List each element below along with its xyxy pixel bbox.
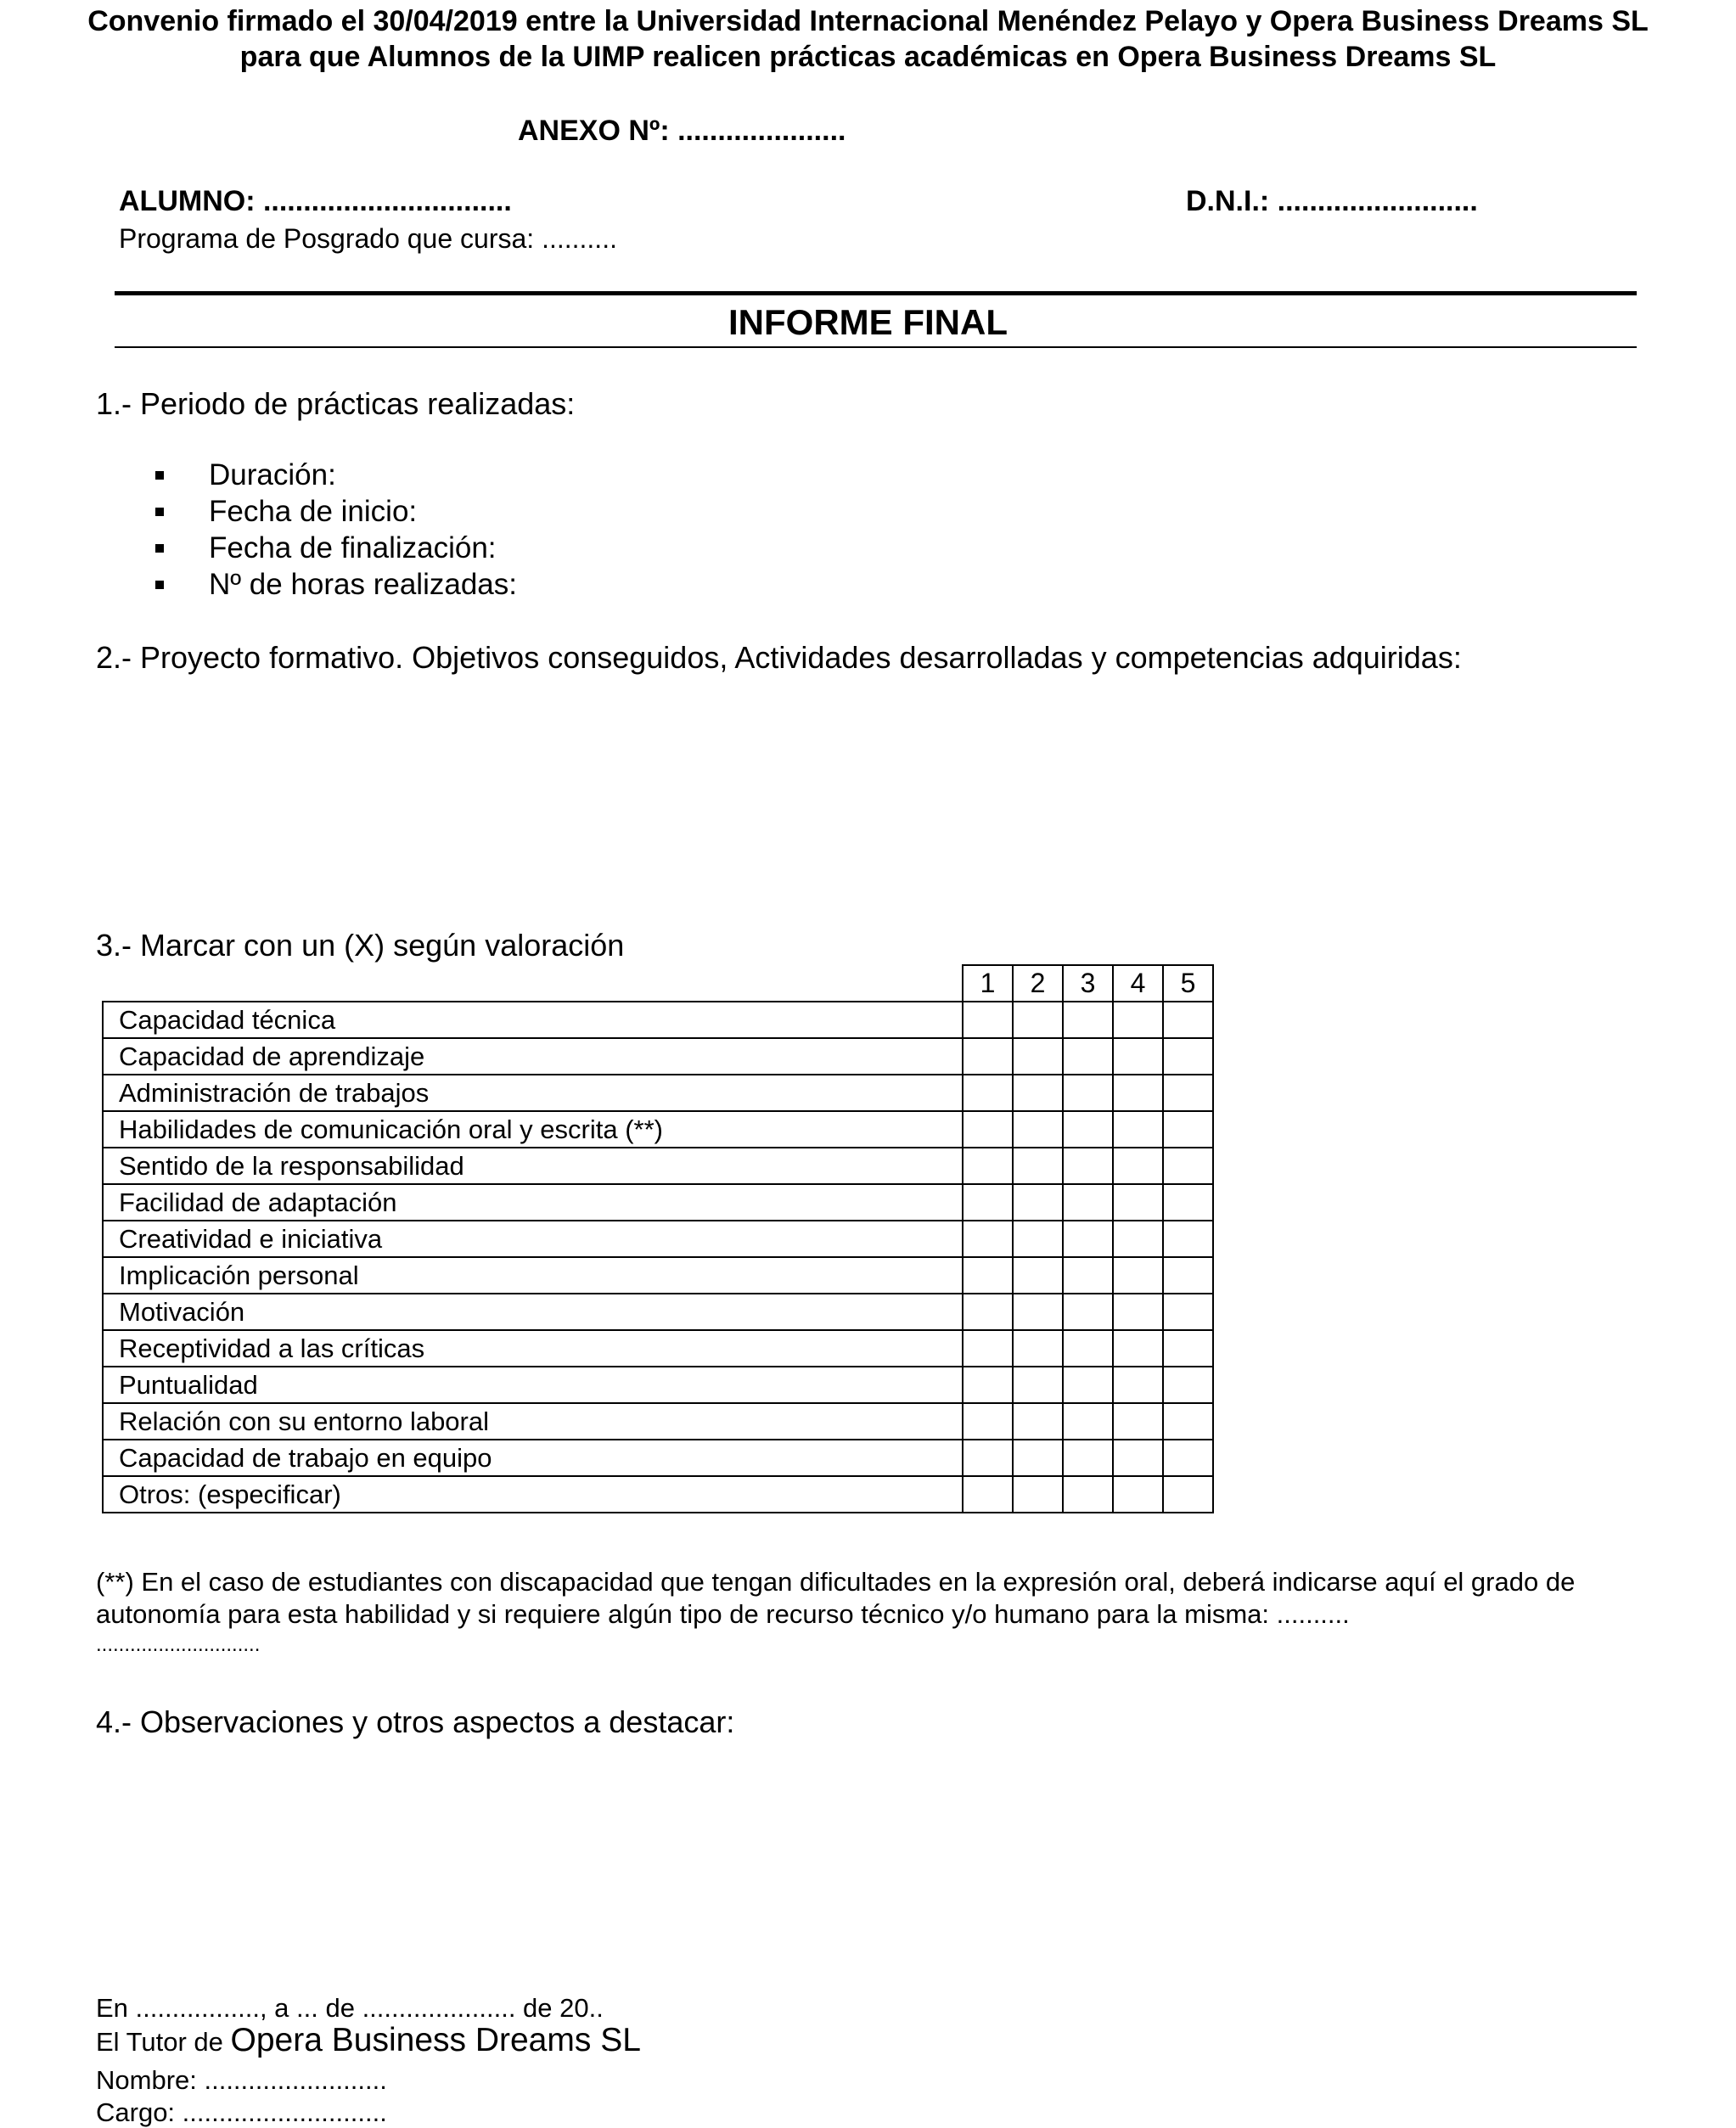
rating-cell[interactable] <box>963 1002 1013 1038</box>
criterion-label: Capacidad de aprendizaje <box>103 1038 963 1075</box>
rating-cell[interactable] <box>1113 1403 1163 1440</box>
anexo-number-field: ANEXO Nº: ..................... <box>518 115 846 147</box>
rating-cell[interactable] <box>1063 1148 1113 1184</box>
scale-header: 1 <box>963 965 1013 1002</box>
place-date-line: En ................., a ... de ..................... de 20.. <box>96 1993 604 2023</box>
rating-cell[interactable] <box>1063 1440 1113 1476</box>
note-line: autonomía para esta habilidad y si requiere algún tipo de recurso técnico y/o humano para la misma: .......... <box>96 1599 1350 1629</box>
table-row <box>103 1476 1213 1513</box>
rating-cell[interactable] <box>1113 1440 1163 1476</box>
table-row <box>103 1148 1213 1184</box>
criterion-label: Capacidad técnica <box>103 1002 963 1038</box>
criterion-label: Receptividad a las críticas <box>103 1330 963 1367</box>
section3-heading: 3.- Marcar con un (X) según valoración <box>96 928 625 963</box>
rating-cell[interactable] <box>1063 1184 1113 1221</box>
tutor-line <box>96 2022 641 2059</box>
criterion-label: Capacidad de trabajo en equipo <box>103 1440 963 1476</box>
scale-header: 4 <box>1113 965 1163 1002</box>
rating-cell[interactable] <box>963 1403 1013 1440</box>
criterion-label: Puntualidad <box>103 1367 963 1403</box>
rating-cell[interactable] <box>1163 1476 1213 1513</box>
table-row <box>103 1257 1213 1294</box>
rating-cell[interactable] <box>1063 1111 1113 1148</box>
rating-cell[interactable] <box>1063 1002 1113 1038</box>
rating-cell[interactable] <box>1163 1440 1213 1476</box>
rating-cell[interactable] <box>1063 1403 1113 1440</box>
rating-cell[interactable] <box>963 1075 1013 1111</box>
criterion-label: Implicación personal <box>103 1257 963 1294</box>
internship-period-list <box>155 457 517 603</box>
rating-cell[interactable] <box>1163 1330 1213 1367</box>
table-row <box>103 1184 1213 1221</box>
scale-header: 2 <box>1013 965 1063 1002</box>
rating-cell[interactable] <box>1163 1002 1213 1038</box>
table-row <box>103 1440 1213 1476</box>
rating-cell[interactable] <box>1063 1294 1113 1330</box>
rating-cell[interactable] <box>1063 1257 1113 1294</box>
rating-cell[interactable] <box>1113 1038 1163 1075</box>
evaluation-table <box>102 964 1214 1513</box>
header-agreement-line2: para que Alumnos de la UIMP realicen prácticas académicas en Opera Business Dreams SL <box>239 41 1497 73</box>
rating-cell[interactable] <box>1013 1257 1063 1294</box>
criterion-label: Creatividad e iniciativa <box>103 1221 963 1257</box>
criterion-label: Administración de trabajos <box>103 1075 963 1111</box>
rating-cell[interactable] <box>1113 1148 1163 1184</box>
rating-cell[interactable] <box>1163 1038 1213 1075</box>
rating-cell[interactable] <box>1013 1367 1063 1403</box>
rating-cell[interactable] <box>1013 1221 1063 1257</box>
note-line: (**) En el caso de estudiantes con discapacidad que tengan dificultades en la expresión oral, deberá indicarse aquí el grado de <box>96 1567 1576 1597</box>
postgraduate-program-field: Programa de Posgrado que cursa: .......... <box>119 223 617 254</box>
rating-cell[interactable] <box>963 1330 1013 1367</box>
rating-cell[interactable] <box>1163 1294 1213 1330</box>
criterion-label: Facilidad de adaptación <box>103 1184 963 1221</box>
rating-cell[interactable] <box>1163 1111 1213 1148</box>
tutor-position-field: Cargo: ............................ <box>96 2097 387 2127</box>
rating-cell[interactable] <box>1113 1367 1163 1403</box>
rating-cell[interactable] <box>1113 1075 1163 1111</box>
rating-cell[interactable] <box>1063 1221 1113 1257</box>
rating-cell[interactable] <box>1013 1330 1063 1367</box>
criterion-label: Sentido de la responsabilidad <box>103 1148 963 1184</box>
rating-cell[interactable] <box>1063 1330 1113 1367</box>
rating-cell[interactable] <box>1113 1476 1163 1513</box>
rating-cell[interactable] <box>963 1148 1013 1184</box>
note-line: ............................. <box>96 1633 261 1656</box>
scale-header: 3 <box>1063 965 1113 1002</box>
rating-cell[interactable] <box>963 1367 1013 1403</box>
page-title: INFORME FINAL <box>728 302 1008 342</box>
list-item: Fecha de inicio: <box>155 493 517 530</box>
rating-cell[interactable] <box>1163 1184 1213 1221</box>
rating-cell[interactable] <box>1013 1403 1063 1440</box>
rating-cell[interactable] <box>1063 1367 1113 1403</box>
rating-cell[interactable] <box>1113 1221 1163 1257</box>
rating-cell[interactable] <box>1163 1075 1213 1111</box>
list-item: Nº de horas realizadas: <box>155 566 517 603</box>
scale-header: 5 <box>1163 965 1213 1002</box>
section1-heading: 1.- Periodo de prácticas realizadas: <box>96 386 576 421</box>
table-row <box>103 1330 1213 1367</box>
rating-cell[interactable] <box>1013 1002 1063 1038</box>
title-bottom-rule <box>115 346 1637 348</box>
rating-cell[interactable] <box>1013 1184 1063 1221</box>
table-row <box>103 1002 1213 1038</box>
table-row <box>103 1403 1213 1440</box>
rating-cell[interactable] <box>1113 1184 1163 1221</box>
table-row <box>103 1111 1213 1148</box>
tutor-company: Opera Business Dreams SL <box>230 2022 641 2058</box>
rating-cell[interactable] <box>963 1294 1013 1330</box>
criterion-label: Otros: (especificar) <box>103 1476 963 1513</box>
table-row <box>103 1038 1213 1075</box>
rating-cell[interactable] <box>1163 1257 1213 1294</box>
table-row <box>103 1075 1213 1111</box>
rating-cell[interactable] <box>1163 1367 1213 1403</box>
rating-cell[interactable] <box>963 1221 1013 1257</box>
rating-cell[interactable] <box>1163 1403 1213 1440</box>
rating-cell[interactable] <box>1163 1221 1213 1257</box>
evaluation-scale-row <box>103 965 1213 1002</box>
table-row <box>103 1221 1213 1257</box>
rating-cell[interactable] <box>1163 1148 1213 1184</box>
tutor-name-field: Nombre: ......................... <box>96 2065 387 2095</box>
criterion-label: Motivación <box>103 1294 963 1330</box>
section2-heading: 2.- Proyecto formativo. Objetivos conseguidos, Actividades desarrolladas y competencias adquiridas: <box>96 640 1462 675</box>
list-item: Duración: <box>155 457 517 493</box>
rating-cell[interactable] <box>1063 1038 1113 1075</box>
rating-cell[interactable] <box>1113 1002 1163 1038</box>
header-agreement-line1: Convenio firmado el 30/04/2019 entre la Universidad Internacional Menéndez Pelayo y Opera Business Dreams SL <box>87 5 1649 37</box>
rating-cell[interactable] <box>1013 1038 1063 1075</box>
rating-cell[interactable] <box>963 1476 1013 1513</box>
rating-cell[interactable] <box>963 1257 1013 1294</box>
section4-heading: 4.- Observaciones y otros aspectos a destacar: <box>96 1704 735 1739</box>
rating-cell[interactable] <box>963 1184 1013 1221</box>
table-row <box>103 1367 1213 1403</box>
rating-cell[interactable] <box>963 1111 1013 1148</box>
tutor-prefix: El Tutor de <box>96 2027 231 2057</box>
student-id-field: D.N.I.: ......................... <box>1186 185 1478 217</box>
student-name-field: ALUMNO: ............................... <box>119 185 512 217</box>
rating-cell[interactable] <box>1013 1476 1063 1513</box>
rating-cell[interactable] <box>1113 1330 1163 1367</box>
rating-cell[interactable] <box>1063 1075 1113 1111</box>
rating-cell[interactable] <box>963 1440 1013 1476</box>
rating-cell[interactable] <box>963 1038 1013 1075</box>
disability-note <box>96 1566 1637 1659</box>
rating-cell[interactable] <box>1013 1111 1063 1148</box>
rating-cell[interactable] <box>1013 1148 1063 1184</box>
rating-cell[interactable] <box>1113 1294 1163 1330</box>
rating-cell[interactable] <box>1063 1476 1113 1513</box>
rating-cell[interactable] <box>1013 1440 1063 1476</box>
criterion-label: Habilidades de comunicación oral y escrita (**) <box>103 1111 963 1148</box>
table-row <box>103 1294 1213 1330</box>
title-top-rule <box>115 291 1637 295</box>
rating-cell[interactable] <box>1013 1075 1063 1111</box>
list-item: Fecha de finalización: <box>155 530 517 566</box>
criterion-label: Relación con su entorno laboral <box>103 1403 963 1440</box>
rating-cell[interactable] <box>1113 1257 1163 1294</box>
rating-cell[interactable] <box>1013 1294 1063 1330</box>
rating-cell[interactable] <box>1113 1111 1163 1148</box>
